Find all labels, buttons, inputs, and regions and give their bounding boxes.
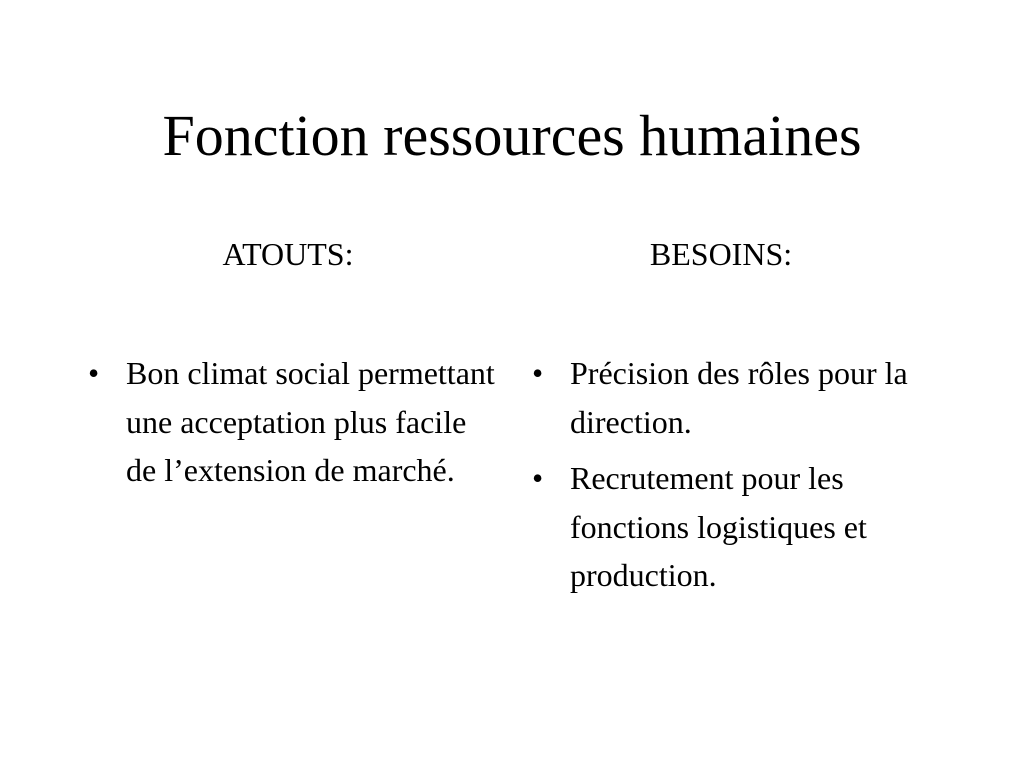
needs-item-text: Recrutement pour les fonctions logistiques et production.: [570, 460, 867, 593]
bullet-icon: •: [532, 460, 544, 496]
slide-title: Fonction ressources humaines: [162, 103, 862, 168]
needs-list-item: [526, 454, 926, 600]
needs-column: [526, 232, 926, 608]
bullet-icon: •: [88, 355, 100, 391]
strengths-item-text: Bon climat social permettant une acceptation plus facile de l’extension de marché.: [126, 355, 495, 488]
needs-list: [526, 349, 926, 600]
needs-heading: BESOINS:: [649, 236, 793, 272]
needs-item-text: Précision des rôles pour la direction.: [570, 355, 908, 440]
bullet-icon: •: [532, 355, 544, 391]
strengths-heading: ATOUTS:: [222, 236, 354, 272]
needs-list-item: [526, 349, 926, 446]
strengths-list: [82, 349, 500, 495]
strengths-column: [82, 232, 500, 503]
strengths-list-item: [82, 349, 500, 495]
